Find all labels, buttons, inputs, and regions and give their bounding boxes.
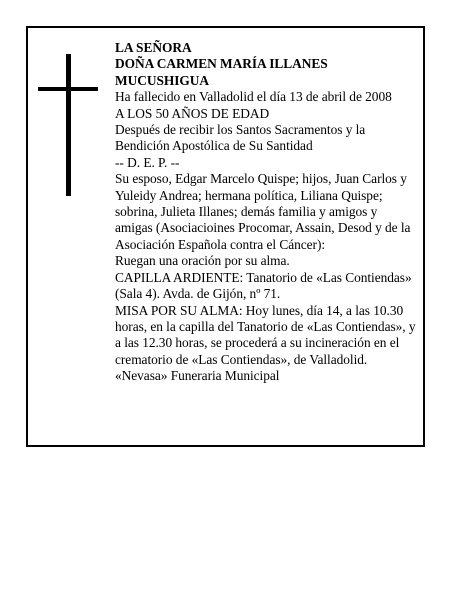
notice-text [115,40,420,385]
chapel-line-1: CAPILLA ARDIENTE: Tanatorio de «Las Contiendas» [115,269,412,285]
death-line: Ha fallecido en Valladolid el día 13 de abril de 2008 [115,89,392,105]
prayer-line: Ruegan una oración por su alma. [115,253,290,269]
heading-surname: MUCUSHIGUA [115,72,209,88]
cross-vertical-bar [66,54,71,196]
chapel-line-2: (Sala 4). Avda. de Gijón, nº 71. [115,286,281,302]
cross-icon [38,54,98,196]
sacraments-line-2: Bendición Apostólica de Su Santidad [115,138,313,154]
mass-line-2: horas, en la capilla del Tanatorio de «Las Contiendas», y [115,318,416,334]
mass-line-3: a las 12.30 horas, se procederá a su incineración en el [115,335,400,351]
rip-line: -- D. E. P. -- [115,154,180,170]
age-line: A LOS 50 AÑOS DE EDAD [115,105,270,121]
mass-line-1: MISA POR SU ALMA: Hoy lunes, día 14, a las 10.30 [115,302,404,318]
mass-line-4: crematorio de «Las Contiendas», de Valladolid. [115,351,368,367]
heading-title: LA SEÑORA [115,40,192,55]
family-line-3: sobrina, Julieta Illanes; demás familia y amigos y [115,204,378,220]
family-line-4: amigas (Asociacioines Procomar, Assain, Desod y de la [115,220,411,236]
cross-horizontal-bar [38,87,98,91]
sacraments-line-1: Después de recibir los Santos Sacramentos y la [115,122,366,138]
family-line-2: Yuleidy Andrea; hermana política, Liliana Quispe; [115,187,383,203]
heading-name: DOÑA CARMEN MARÍA ILLANES [115,56,328,72]
family-line-5: Asociación Española contra el Cáncer): [115,236,326,252]
family-line-1: Su esposo, Edgar Marcelo Quispe; hijos, Juan Carlos y [115,171,407,187]
funeral-home-line: «Nevasa» Funeraria Municipal [115,368,280,384]
obituary-notice [26,26,425,447]
